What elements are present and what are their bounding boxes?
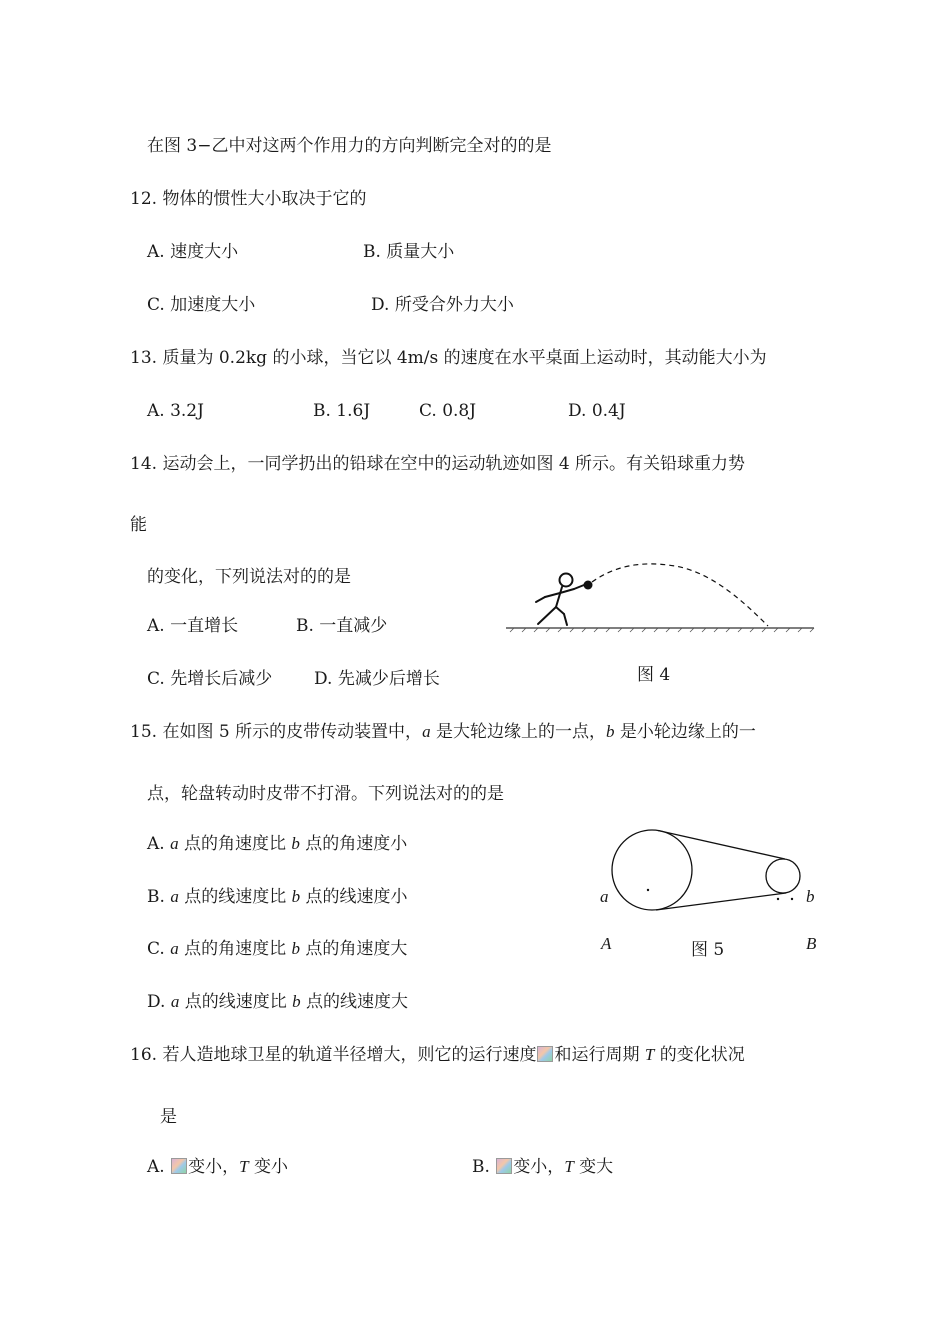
q14-stem-line3: 的变化，下列说法对的的是 xyxy=(147,567,351,587)
q12-stem: 12. 物体的惯性大小取决于它的 xyxy=(130,189,367,209)
q16-option-a: A. 变小，T 变小 xyxy=(147,1157,288,1177)
figure-5-label-b: b xyxy=(806,887,815,906)
q16-stem-line1: 16. 若人造地球卫星的轨道半径增大，则它的运行速度 和运行周期 T 的变化状况 xyxy=(130,1045,745,1065)
intro-line: 在图 3−乙中对这两个作用力的方向判断完全对的的是 xyxy=(147,136,552,156)
q13-option-c: C. 0.8J xyxy=(419,401,477,421)
q13-option-b: B. 1.6J xyxy=(313,401,371,421)
q15-option-a: A. a 点的角速度比 b 点的角速度小 xyxy=(147,834,408,854)
broken-image-icon xyxy=(171,1158,187,1174)
large-wheel xyxy=(612,830,692,910)
q12-option-d: D. 所受合外力大小 xyxy=(371,295,514,315)
q14-option-b: B. 一直减少 xyxy=(296,616,388,636)
q13-option-d: D. 0.4J xyxy=(568,401,626,421)
q16-option-b: B. 变小，T 变大 xyxy=(472,1157,614,1177)
belt-bottom xyxy=(656,893,786,910)
q16-stem-line2: 是 xyxy=(160,1107,177,1127)
figure-5-caption: 图 5 xyxy=(691,940,725,960)
q12-option-a: A. 速度大小 xyxy=(147,242,239,262)
thrower-stick-figure xyxy=(536,574,584,626)
small-wheel-dot-1 xyxy=(777,898,779,900)
q15-option-c: C. a 点的角速度比 b 点的角速度大 xyxy=(147,939,408,959)
belt-top xyxy=(658,831,785,860)
q14-option-d: D. 先减少后增长 xyxy=(314,669,440,689)
trajectory-dashed xyxy=(592,564,768,626)
small-wheel xyxy=(766,859,800,893)
q15-stem-line1: 15. 在如图 5 所示的皮带传动装置中，a 是大轮边缘上的一点，b 是小轮边缘上的一 xyxy=(130,722,756,742)
q15-option-b: B. a 点的线速度比 b 点的线速度小 xyxy=(147,887,408,907)
q14-stem-line2: 能 xyxy=(130,515,147,535)
small-wheel-dot-2 xyxy=(791,898,793,900)
q14-option-a: A. 一直增长 xyxy=(147,616,239,636)
q15-option-d: D. a 点的线速度比 b 点的线速度大 xyxy=(147,992,409,1012)
q13-stem: 13. 质量为 0.2kg 的小球，当它以 4m/s 的速度在水平桌面上运动时，其动能大小为 xyxy=(130,348,767,368)
ground-line xyxy=(506,628,814,632)
broken-image-icon xyxy=(496,1158,512,1174)
figure-5-belt-drive xyxy=(600,820,820,930)
figure-5-label-B: B xyxy=(806,934,817,953)
q13-option-a: A. 3.2J xyxy=(147,401,204,421)
figure-5-label-a: a xyxy=(600,887,609,906)
figure-4-caption: 图 4 xyxy=(637,665,671,685)
broken-image-icon xyxy=(537,1046,553,1062)
large-wheel-center-dot xyxy=(647,889,649,891)
figure-4-shot-put xyxy=(500,560,820,640)
q15-stem-line2: 点，轮盘转动时皮带不打滑。下列说法对的的是 xyxy=(147,784,504,804)
figure-5-label-A: A xyxy=(601,934,612,953)
q14-stem-line1: 14. 运动会上，一同学扔出的铅球在空中的运动轨迹如图 4 所示。有关铅球重力势 xyxy=(130,454,746,474)
shot-put-ball xyxy=(584,581,593,590)
q14-option-c: C. 先增长后减少 xyxy=(147,669,273,689)
q12-option-b: B. 质量大小 xyxy=(363,242,455,262)
q12-option-c: C. 加速度大小 xyxy=(147,295,256,315)
